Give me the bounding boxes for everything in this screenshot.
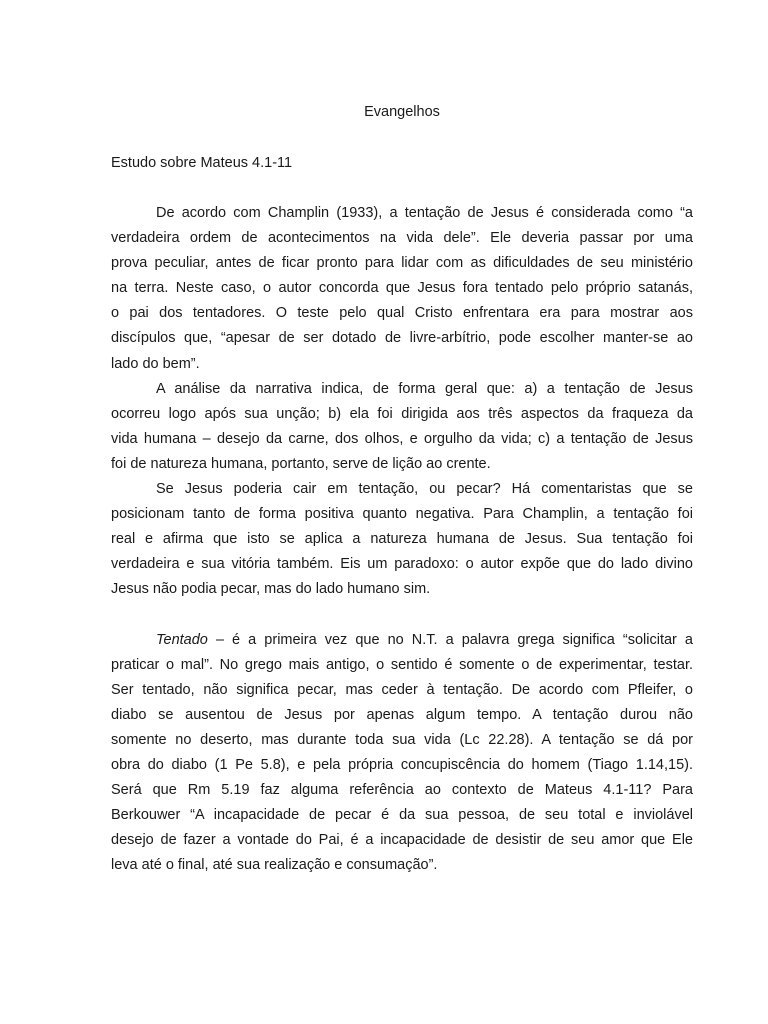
text-line: Se Jesus poderia cair em tentação, ou pecar? Há comentaristas que se — [156, 481, 693, 498]
text-line: prova peculiar, antes de ficar pronto para lidar com as dificuldades de seu ministério — [111, 255, 693, 272]
text-line: obra do diabo (1 Pe 5.8), e pela própria concupiscência do homem (Tiago 1.14,15). — [111, 756, 693, 773]
text-line: foi de natureza humana, portanto, serve de lição ao crente. — [111, 455, 491, 472]
text-line: leva até o final, até sua realização e consumação”. — [111, 857, 438, 874]
text-line: vida humana – desejo da carne, dos olhos, e orgulho da vida; c) a tentação de Jesus — [111, 430, 693, 447]
text-line: Berkouwer “A incapacidade de pecar é da sua pessoa, de seu total e inviolável — [111, 807, 693, 824]
text-line: verdadeira ordem de acontecimentos na vida dele”. Ele deveria passar por uma — [111, 230, 693, 247]
term-definition: – é a primeira vez que no N.T. a palavra grega significa “solicitar a — [207, 631, 693, 648]
document-subtitle: Estudo sobre Mateus 4.1-11 — [111, 155, 293, 171]
text-line: A análise da narrativa indica, de forma geral que: a) a tentação de Jesus — [156, 380, 693, 397]
paragraph-analise — [111, 377, 693, 477]
text-line: ocorreu logo após sua unção; b) ela foi dirigida aos três aspectos da fraqueza da — [111, 405, 693, 422]
text-line: Será que Rm 5.19 faz alguma referência ao contexto de Mateus 4.1-11? Para — [111, 782, 693, 799]
text-line: somente no deserto, mas durante toda sua vida (Lc 22.28). A tentação se dá por — [111, 731, 693, 748]
document-title: Evangelhos — [364, 104, 440, 120]
section-tentado — [111, 628, 693, 879]
section-intro — [111, 201, 693, 603]
text-line: lado do bem”. — [111, 355, 200, 372]
text-line: discípulos que, “apesar de ser dotado de livre-arbítrio, pode escolher manter-se ao — [111, 330, 693, 347]
text-line — [111, 628, 693, 653]
text-line: o pai dos tentadores. O teste pelo qual Cristo enfrentara era para mostrar aos — [111, 305, 693, 322]
paragraph-tentado — [111, 628, 693, 879]
text-line: verdadeira e sua vitória também. Eis um paradoxo: o autor expõe que do lado divino — [111, 556, 693, 573]
text-line: Ser tentado, não significa pecar, mas ceder à tentação. De acordo com Pfleifer, o — [111, 681, 693, 698]
text-line: desejo de fazer a vontade do Pai, é a incapacidade de desistir de seu amor que Ele — [111, 832, 693, 849]
text-line: Jesus não podia pecar, mas do lado humano sim. — [111, 581, 431, 598]
text-line: na terra. Neste caso, o autor concorda que Jesus fora tentado pelo próprio satanás, — [111, 280, 693, 297]
text-line: real e afirma que isto se aplica a natureza humana de Jesus. Sua tentação foi — [111, 531, 693, 548]
text-line: praticar o mal”. No grego mais antigo, o sentido é somente o de experimentar, testar. — [111, 656, 693, 673]
term-tentado: Tentado — [156, 631, 208, 648]
paragraph-pecar — [111, 477, 693, 602]
text-line: De acordo com Champlin (1933), a tentação de Jesus é considerada como “a — [156, 205, 693, 221]
paragraph-champlin — [111, 201, 693, 377]
text-line: posicionam tanto de forma positiva quanto negativa. Para Champlin, a tentação foi — [111, 506, 693, 523]
text-line: diabo se ausentou de Jesus por apenas algum tempo. A tentação durou não — [111, 706, 693, 723]
